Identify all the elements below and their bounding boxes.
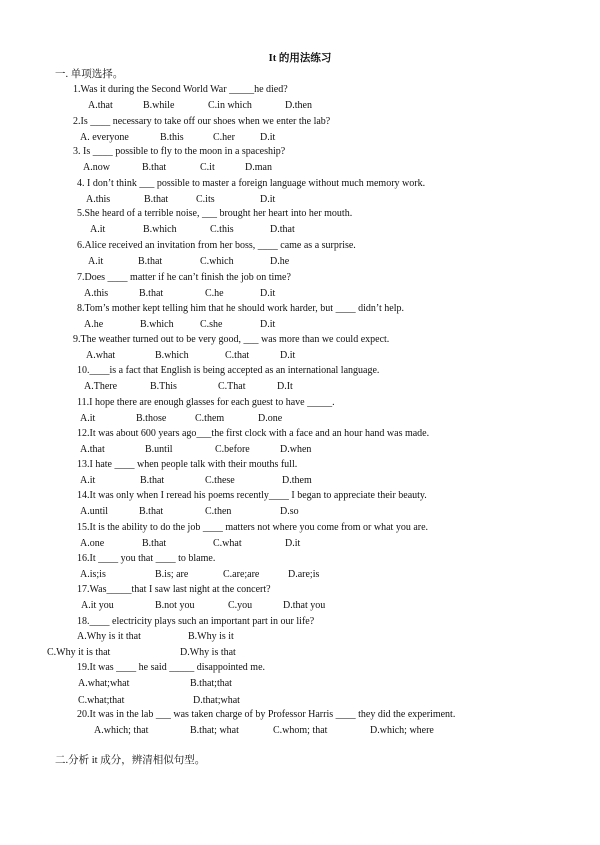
question-4-option-d: D.it (260, 194, 276, 205)
question-9-option-b: B.which (155, 350, 189, 361)
question-3-option-b: B.that (142, 162, 167, 173)
question-1-option-d: D.then (285, 100, 312, 111)
question-7: 7.Does ____ matter if he can’t finish the job on time? (77, 272, 291, 283)
question-14-option-d: D.so (280, 506, 299, 517)
question-5-option-c: C.this (210, 224, 234, 235)
question-16-option-d: D.are;is (288, 569, 320, 580)
question-12-option-c: C.before (215, 444, 250, 455)
question-15-option-b: B.that (142, 538, 167, 549)
section-heading-2: 二.分析 it 成分，辨清相似句型。 (55, 755, 206, 766)
question-16: 16.It ____ you that ____ to blame. (77, 553, 216, 564)
section-heading-1: 一. 单项选择。 (55, 69, 124, 80)
question-14-option-b: B.that (139, 506, 164, 517)
question-17-option-c: C.you (228, 600, 253, 611)
question-11-option-c: C.them (195, 413, 225, 424)
question-14-option-a: A.until (80, 506, 109, 517)
question-9-option-c: C.that (225, 350, 250, 361)
question-10: 10.____is a fact that English is being accepted as an international language. (77, 365, 380, 376)
question-16-option-a: A.is;is (80, 569, 106, 580)
question-2-option-a: A. everyone (80, 132, 129, 143)
question-19-option-b: B.that;that (190, 678, 232, 689)
question-12-option-a: A.that (80, 444, 105, 455)
question-15-option-d: D.it (285, 538, 301, 549)
question-11: 11.I hope there are enough glasses for each guest to have _____. (77, 397, 335, 408)
question-14: 14.It was only when I reread his poems recently____ I began to appreciate their beauty. (77, 490, 427, 501)
question-6-option-a: A.it (88, 256, 104, 267)
question-17-option-b: B.not you (155, 600, 195, 611)
question-4-option-c: C.its (196, 194, 215, 205)
question-9-option-a: A.what (86, 350, 116, 361)
question-15-option-c: C.what (213, 538, 242, 549)
question-12-option-d: D.when (280, 444, 312, 455)
question-19-option-c: C.what;that (78, 695, 125, 706)
question-13-option-b: B.that (140, 475, 165, 486)
question-8: 8.Tom’s mother kept telling him that he should work harder, but ____ didn’t help. (77, 303, 405, 314)
question-6-option-b: B.that (138, 256, 163, 267)
question-14-option-c: C.then (205, 506, 232, 517)
question-19: 19.It was ____ he said _____ disappointed me. (77, 662, 266, 673)
question-20-option-d: D.which; where (370, 725, 434, 736)
question-10-option-a: A.There (84, 381, 118, 392)
question-10-option-d: D.It (277, 381, 293, 392)
question-11-option-a: A.it (80, 413, 96, 424)
question-4-option-b: B.that (144, 194, 169, 205)
question-4: 4. I don’t think ___ possible to master a foreign language without much memory work. (77, 178, 426, 189)
question-6-option-c: C.which (200, 256, 234, 267)
question-20: 20.It was in the lab ___ was taken charge of by Professor Harris ____ they did the experiment. (77, 709, 456, 720)
question-6: 6.Alice received an invitation from her boss, ____ came as a surprise. (77, 240, 356, 251)
question-9-option-d: D.it (280, 350, 296, 361)
question-20-option-c: C.whom; that (273, 725, 328, 736)
question-8-option-b: B.which (140, 319, 174, 330)
question-6-option-d: D.he (270, 256, 290, 267)
question-5-option-d: D.that (270, 224, 295, 235)
question-4-option-a: A.this (86, 194, 111, 205)
question-9: 9.The weather turned out to be very good, ___ was more than we could expect. (73, 334, 390, 345)
question-12: 12.It was about 600 years ago___the first clock with a face and an hour hand was made. (77, 428, 430, 439)
question-10-option-b: B.This (150, 381, 177, 392)
question-7-option-c: C.he (205, 288, 224, 299)
question-13-option-a: A.it (80, 475, 96, 486)
question-18: 18.____ electricity plays such an important part in our life? (77, 616, 315, 627)
question-3-option-d: D.man (245, 162, 272, 173)
page-title: It 的用法练习 (268, 53, 332, 64)
question-19-option-a: A.what;what (78, 678, 130, 689)
question-2-option-d: D.it (260, 132, 276, 143)
question-13-option-d: D.them (282, 475, 312, 486)
question-7-option-d: D.it (260, 288, 276, 299)
question-18-option-a: A.Why is it that (77, 631, 141, 642)
question-20-option-a: A.which; that (94, 725, 149, 736)
question-1-option-a: A.that (88, 100, 113, 111)
question-17-option-a: A.it you (81, 600, 114, 611)
question-7-option-a: A.this (84, 288, 109, 299)
question-8-option-d: D.it (260, 319, 276, 330)
question-16-option-b: B.is; are (155, 569, 189, 580)
question-8-option-a: A.he (84, 319, 104, 330)
question-19-option-d: D.that;what (193, 695, 240, 706)
question-16-option-c: C.are;are (223, 569, 260, 580)
question-2: 2.Is ____ necessary to take off our shoes when we enter the lab? (73, 116, 331, 127)
question-12-option-b: B.until (145, 444, 173, 455)
question-1-option-c: C.in which (208, 100, 252, 111)
question-3-option-a: A.now (83, 162, 110, 173)
question-18-option-b: B.Why is it (188, 631, 234, 642)
question-15: 15.It is the ability to do the job ____ matters not where you come from or what you are. (77, 522, 429, 533)
question-5-option-b: B.which (143, 224, 177, 235)
question-13-option-c: C.these (205, 475, 235, 486)
question-17-option-d: D.that you (283, 600, 326, 611)
question-17: 17.Was_____that I saw last night at the concert? (77, 584, 271, 595)
question-18-option-c: C.Why it is that (47, 647, 111, 658)
question-20-option-b: B.that; what (190, 725, 239, 736)
question-15-option-a: A.one (80, 538, 105, 549)
question-7-option-b: B.that (139, 288, 164, 299)
question-18-option-d: D.Why is that (180, 647, 236, 658)
question-1: 1.Was it during the Second World War _____he died? (73, 84, 288, 95)
question-2-option-b: B.this (160, 132, 184, 143)
question-1-option-b: B.while (143, 100, 175, 111)
question-2-option-c: C.her (213, 132, 235, 143)
question-11-option-d: D.one (258, 413, 283, 424)
question-5: 5.She heard of a terrible noise, ___ brought her heart into her mouth. (77, 208, 353, 219)
question-5-option-a: A.it (90, 224, 106, 235)
question-13: 13.I hate ____ when people talk with their mouths full. (77, 459, 298, 470)
question-3: 3. Is ____ possible to fly to the moon in a spaceship? (73, 146, 286, 157)
question-10-option-c: C.That (218, 381, 246, 392)
question-3-option-c: C.it (200, 162, 215, 173)
question-11-option-b: B.those (136, 413, 167, 424)
question-8-option-c: C.she (200, 319, 223, 330)
